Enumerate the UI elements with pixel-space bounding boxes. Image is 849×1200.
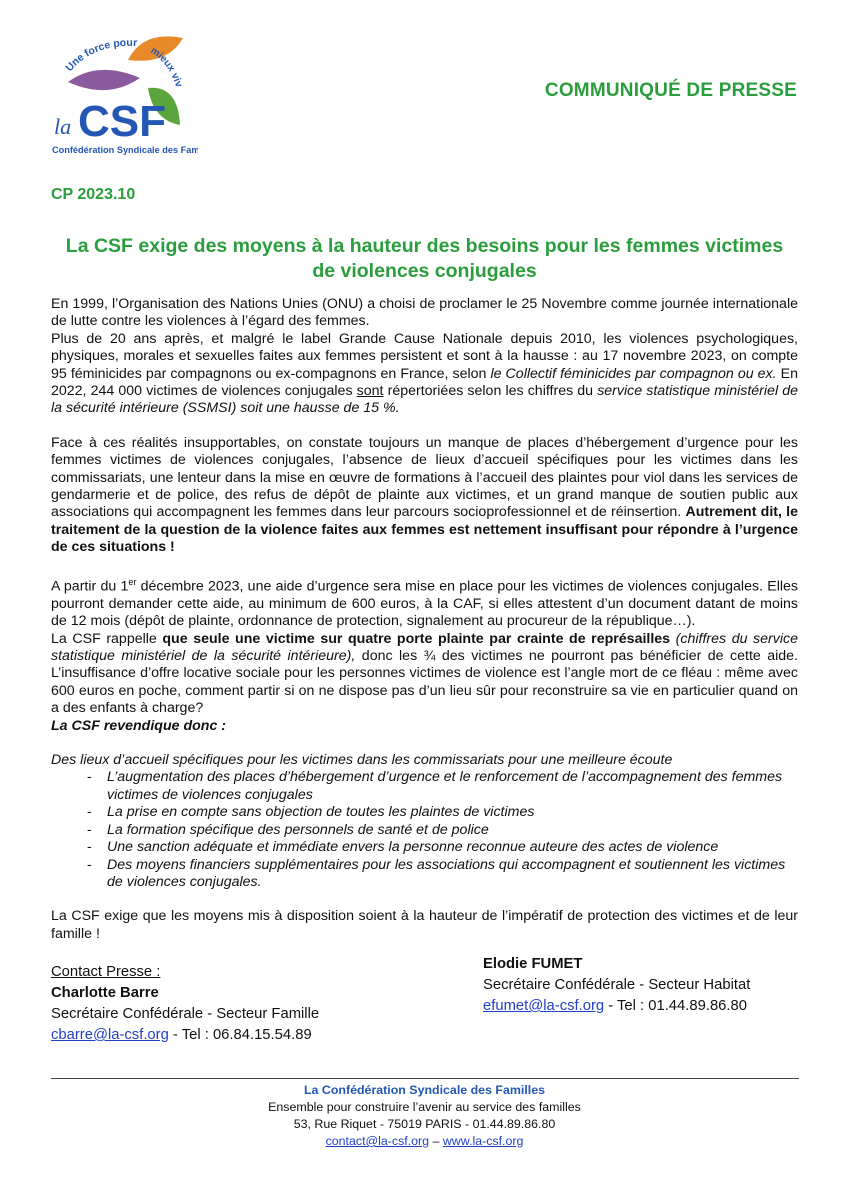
contact-right — [483, 954, 750, 1017]
contact-role: Secrétaire Confédérale - Secteur Habitat — [483, 977, 751, 993]
paragraph-conclusion: La CSF exige que les moyens mis à disposition soient à la hauteur de l’impératif de protection des victimes et de leur famille ! — [51, 908, 798, 942]
footer: La Confédération Syndicale des Familles Ensemble pour construire l’avenir au service des familles 53, Rue Riquet - 75019 PARIS - 01.44.89.86.80 contact@la-csf.org – www.la-csf.org — [0, 1082, 849, 1150]
logo-subtitle: Confédération Syndicale des Fam — [52, 145, 198, 155]
list-item: - L’augmentation des places d’hébergement d’urgence et le renforcement de l’accompagnement des femmes victimes de violences conjugales — [107, 769, 798, 804]
contact-name: Elodie FUMET — [483, 956, 583, 972]
logo-top-text: Une force pour — [63, 36, 138, 74]
press-release-reference: CP 2023.10 — [51, 186, 136, 203]
body-text — [51, 296, 798, 943]
list-item: - Une sanction adéquate et immédiate envers la personne reconnue auteure des actes de violence — [107, 839, 798, 856]
demands-list — [51, 769, 798, 891]
paragraph-reprisals: La CSF rappelle que seule une victime sur quatre porte plainte par crainte de représailles (chiffres du service statistique ministériel de la sécurité intérieure), donc les ¾ des victimes ne pourront pas bénéficier de cette aide. L’insuffisance d’offre locative sociale pour les personnes victimes de violence est l’angle mort de ce fléau : même avec 600 euros en poche, comment partir si on ne dispose pas d’un lieu sûr pour reconstruire sa vie en particulier quand on a des enfants à charge? — [51, 630, 798, 717]
footer-organization: La Confédération Syndicale des Familles — [303, 1083, 545, 1097]
footer-tagline: Ensemble pour construire l’avenir au service des familles — [268, 1100, 581, 1114]
footer-website-link[interactable]: www.la-csf.org — [442, 1134, 524, 1148]
paragraph-emergency-aid: A partir du 1er décembre 2023, une aide d’urgence sera mise en place pour les victimes de violences conjugales. Elles pourront demander cette aide, au minimum de 600 euros, à la CAF, si elles attestent d’un document datant de moins de 12 mois (dépôt de plainte, ordonnance de protection, signalement au procureur de la république…). — [51, 576, 798, 630]
contact-left — [51, 962, 319, 1046]
csf-logo — [48, 30, 198, 160]
paragraph-intro: En 1999, l’Organisation des Nations Unies (ONU) a choisi de proclamer le 25 Novembre comme journée internationale de lutte contre les violences à l’égard des femmes. — [51, 296, 798, 330]
press-release-title: COMMUNIQUÉ DE PRESSE — [544, 80, 797, 101]
contact-name: Charlotte Barre — [51, 985, 159, 1001]
demands-title: La CSF revendique donc : — [51, 717, 227, 734]
csf-logo-graphic — [48, 30, 198, 160]
contact-email-link[interactable]: efumet@la-csf.org — [483, 998, 605, 1014]
contact-email-link[interactable]: cbarre@la-csf.org — [51, 1027, 169, 1043]
footer-divider — [51, 1078, 799, 1079]
paragraph-statistics: Plus de 20 ans après, et malgré le label Grande Cause Nationale depuis 2010, les violences psychologiques, physiques, morales et sexuelles faites aux femmes persistent et sont à la hausse : au 17 novembre 2023, on compte 95 féminicides par compagnons ou ex-compagnons en France, selon le Collectif féminicides par compagnon ou ex. En 2022, 244 000 victimes de violences conjugales sont répertoriées selon les chiffres du service statistique ministériel de la sécurité intérieure (SSMSI) soit une hausse de 15 %. — [51, 330, 798, 417]
headline: La CSF exige des moyens à la hauteur des besoins pour les femmes victimes de violences conjugales — [65, 235, 784, 282]
list-item: - La formation spécifique des personnels de santé et de police — [107, 822, 798, 839]
demands-intro: Des lieux d’accueil spécifiques pour les victimes dans les commissariats pour une meilleure écoute — [51, 752, 673, 769]
logo-la: la — [54, 114, 72, 139]
contact-label: Contact Presse : — [51, 964, 161, 980]
footer-email-link[interactable]: contact@la-csf.org — [325, 1134, 430, 1148]
contact-role: Secrétaire Confédérale - Secteur Famille — [51, 1006, 320, 1022]
paragraph-realities: Face à ces réalités insupportables, on constate toujours un manque de places d’hébergement d’urgence pour les femmes victimes de violences conjugales, l’absence de lieux d’accueil spécifiques pour les victimes dans les commissariats, une lenteur dans la mise en œuvre de formations à l’accueil des plaintes pour viol dans les services de gendarmerie et de police, des refus de dépôt de plainte aux victimes, et un grand manque de soutien public aux associations qui accompagnent les femmes dans leur parcours socioprofessionnel et de réinsertion. Autrement dit, le traitement de la question de la violence faites aux femmes est nettement insuffisant pour répondre à l’urgence de ces situations ! — [51, 434, 798, 556]
list-item: - La prise en compte sans objection de toutes les plaintes de victimes — [107, 804, 798, 821]
contact-phone: - Tel : 01.44.89.86.80 — [604, 998, 747, 1014]
logo-csf: CSF — [78, 97, 166, 146]
contact-phone: - Tel : 06.84.15.54.89 — [168, 1027, 312, 1043]
list-item: - Des moyens financiers supplémentaires pour les associations qui accompagnent et soutiennent les victimes de violences conjugales. — [107, 857, 798, 892]
footer-address: 53, Rue Riquet - 75019 PARIS - 01.44.89.86.80 — [293, 1117, 556, 1131]
logo-side-text: mieux viv — [148, 45, 185, 89]
